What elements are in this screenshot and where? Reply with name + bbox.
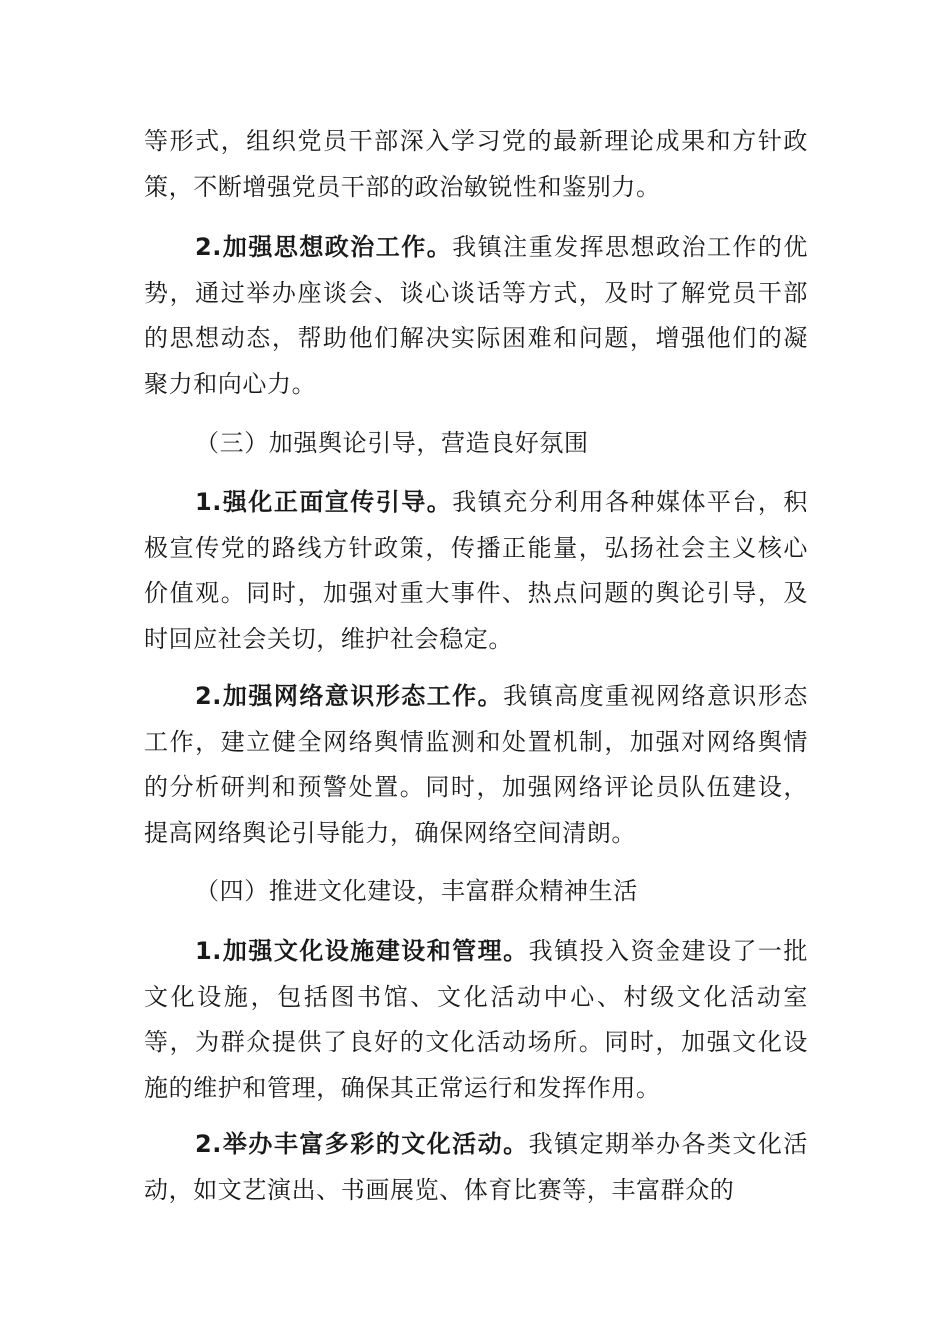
paragraph-lead: 2.举办丰富多彩的文化活动。 (195, 1130, 529, 1158)
paragraph-lead: 1.加强文化设施建设和管理。 (195, 937, 529, 965)
paragraph-lead: 1.强化正面宣传引导。 (195, 488, 453, 516)
paragraph-cultural-facilities (144, 929, 808, 1111)
section-heading-4 (195, 869, 638, 915)
paragraph-ideological-work (144, 225, 808, 407)
section-heading-text: （三）加强舆论引导，营造良好氛围 (195, 429, 589, 457)
section-heading-3 (195, 421, 589, 467)
paragraph-network-ideology (144, 674, 808, 856)
paragraph-positive-publicity (144, 480, 808, 662)
paragraph-lead: 2.加强思想政治工作。 (195, 233, 453, 261)
paragraph-body: 我镇投入资金建设了一批文化设施，包括图书馆、文化活动中心、村级文化活动室等，为群众提供了良好的文化活动场所。同时，加强文化设施的维护和管理，确保其正常运行和发挥作用。 (144, 937, 808, 1102)
paragraph-body: 我镇定期举办各类文化活动，如文艺演出、书画展览、体育比赛等，丰富群众的 (144, 1130, 808, 1204)
paragraph-continuation (144, 119, 808, 210)
section-heading-text: （四）推进文化建设，丰富群众精神生活 (195, 877, 638, 905)
paragraph-body: 我镇注重发挥思想政治工作的优势，通过举办座谈会、谈心谈话等方式，及时了解党员干部的思想动态，帮助他们解决实际困难和问题，增强他们的凝聚力和向心力。 (144, 233, 808, 398)
paragraph-cultural-activities (144, 1122, 808, 1213)
paragraph-lead: 2.加强网络意识形态工作。 (195, 682, 504, 710)
paragraph-body: 我镇高度重视网络意识形态工作，建立健全网络舆情监测和处置机制，加强对网络舆情的分析研判和预警处置。同时，加强网络评论员队伍建设，提高网络舆论引导能力，确保网络空间清朗。 (144, 682, 808, 847)
paragraph-body: 我镇充分利用各种媒体平台，积极宣传党的路线方针政策，传播正能量，弘扬社会主义核心价值观。同时，加强对重大事件、热点问题的舆论引导，及时回应社会关切，维护社会稳定。 (144, 488, 808, 653)
paragraph-body: 等形式，组织党员干部深入学习党的最新理论成果和方针政策，不断增强党员干部的政治敏锐性和鉴别力。 (144, 127, 808, 201)
